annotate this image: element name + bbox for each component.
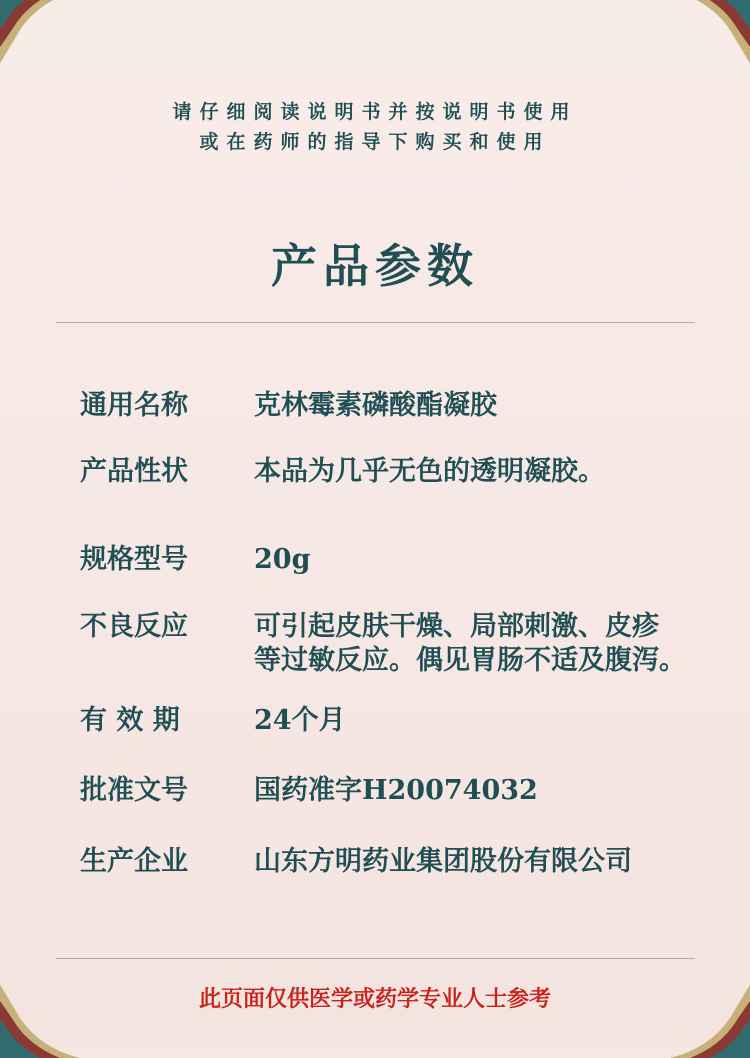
corner-ornament-top-left bbox=[0, 0, 80, 80]
param-label: 不良反应 bbox=[80, 611, 188, 642]
professional-use-disclaimer: 此页面仅供医学或药学专业人士参考 bbox=[198, 986, 551, 1012]
param-value: 国药准字H20074032 bbox=[254, 775, 538, 806]
param-value: 本品为几乎无色的透明凝胶。 bbox=[254, 456, 605, 487]
corner-ornament-top-right bbox=[670, 0, 750, 80]
param-label: 有 效 期 bbox=[80, 705, 180, 736]
param-label: 产品性状 bbox=[80, 456, 188, 487]
param-value bbox=[254, 610, 734, 678]
param-value-line-1: 可引起皮肤干燥、局部刺激、皮疹 bbox=[254, 611, 659, 642]
param-value: 山东方明药业集团股份有限公司 bbox=[254, 846, 632, 877]
usage-notice-line-2: 或在药师的指导下购买和使用 bbox=[199, 131, 551, 153]
usage-notice-line-1: 请仔细阅读说明书并按说明书使用 bbox=[172, 101, 578, 123]
param-value: 24个月 bbox=[254, 705, 346, 736]
divider-top bbox=[56, 322, 695, 323]
param-value: 20g bbox=[254, 544, 311, 575]
param-label: 生产企业 bbox=[80, 846, 188, 877]
param-label: 批准文号 bbox=[80, 775, 188, 806]
param-value-line-2: 等过敏反应。偶见胃肠不适及腹泻。 bbox=[254, 645, 686, 676]
divider-bottom bbox=[56, 958, 695, 959]
param-label: 通用名称 bbox=[80, 390, 188, 421]
param-value: 克林霉素磷酸酯凝胶 bbox=[254, 390, 497, 421]
param-label: 规格型号 bbox=[80, 544, 188, 575]
page-title: 产品参数 bbox=[271, 239, 479, 293]
